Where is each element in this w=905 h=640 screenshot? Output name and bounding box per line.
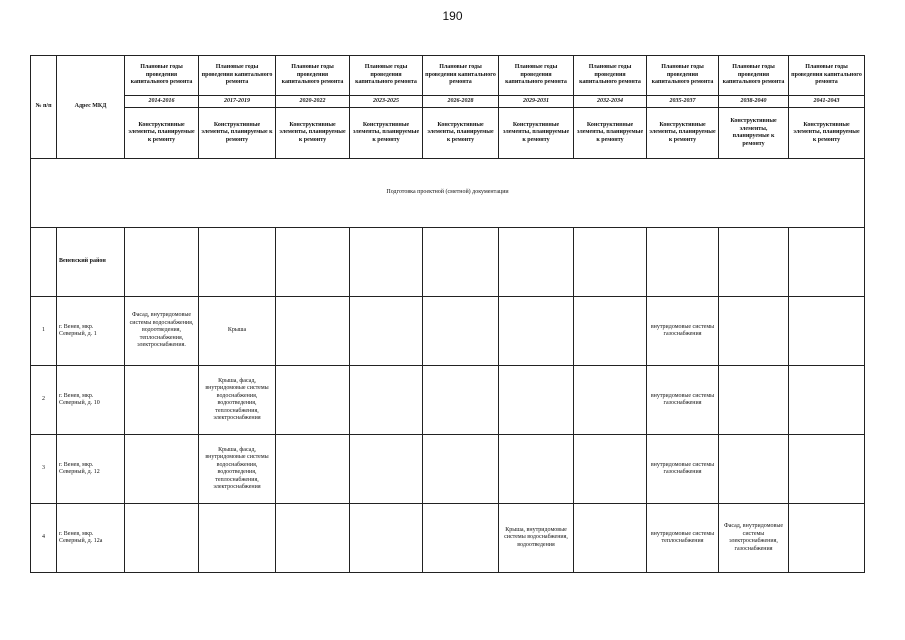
row-address: г. Венев, мкр. Северный, д. 12а [57, 504, 125, 573]
row-cell [276, 435, 350, 504]
period-label: 2014-2016 [125, 96, 199, 108]
row-cell [350, 435, 423, 504]
row-cell [789, 504, 865, 573]
empty-cell [719, 228, 789, 297]
period-title: Плановые годы проведения капитального ремонта [574, 56, 647, 96]
row-cell: внутридомовые системы газоснабжения [647, 297, 719, 366]
row-cell [574, 366, 647, 435]
row-cell [719, 297, 789, 366]
row-cell [423, 297, 499, 366]
period-title: Плановые годы проведения капитального ремонта [647, 56, 719, 96]
row-cell [125, 366, 199, 435]
elements-label: Конструктивные элементы, планируемые к ремонту [789, 108, 865, 159]
period-label: 2038-2040 [719, 96, 789, 108]
num-header: № п/п [31, 56, 57, 159]
row-cell: внутридомовые системы газоснабжения [647, 435, 719, 504]
elements-label: Конструктивные элементы, планируемые к ремонту [125, 108, 199, 159]
period-label: 2020-2022 [276, 96, 350, 108]
period-title: Плановые годы проведения капитального ремонта [350, 56, 423, 96]
row-cell [276, 366, 350, 435]
elements-label: Конструктивные элементы, планируемые к ремонту [276, 108, 350, 159]
row-cell [350, 504, 423, 573]
table-row [31, 504, 865, 573]
row-address: г. Венев, мкр. Северный, д. 1 [57, 297, 125, 366]
empty-cell [789, 228, 865, 297]
row-cell [499, 435, 574, 504]
empty-cell [647, 228, 719, 297]
row-cell [574, 297, 647, 366]
row-cell: внутридомовые системы теплоснабжения [647, 504, 719, 573]
table-row [31, 435, 865, 504]
elements-label: Конструктивные элементы, планируемые к ремонту [719, 108, 789, 159]
empty-cell [350, 228, 423, 297]
empty-cell [125, 228, 199, 297]
row-cell: Крыша, внутридомовые системы водоснабжения, водоотведения [499, 504, 574, 573]
period-title: Плановые годы проведения капитального ремонта [499, 56, 574, 96]
row-cell: Фасад, внутридомовые системы водоснабжения, водоотведения, теплоснабжения, электроснабжения. [125, 297, 199, 366]
row-cell [423, 504, 499, 573]
row-cell [350, 297, 423, 366]
row-cell [499, 297, 574, 366]
row-cell [199, 504, 276, 573]
empty-cell [276, 228, 350, 297]
row-cell: Крыша, фасад, внутридомовые системы водоснабжения, водоотведения, теплоснабжения, электроснабжения [199, 435, 276, 504]
row-cell [789, 366, 865, 435]
row-number: 3 [31, 435, 57, 504]
row-cell [125, 504, 199, 573]
header-title-row [31, 56, 865, 96]
period-label: 2035-2037 [647, 96, 719, 108]
period-title: Плановые годы проведения капитального ремонта [276, 56, 350, 96]
empty-cell [423, 228, 499, 297]
section-row [31, 159, 865, 228]
row-cell [423, 435, 499, 504]
row-cell [574, 504, 647, 573]
header-period-row [31, 96, 865, 108]
row-cell [719, 366, 789, 435]
row-cell [719, 435, 789, 504]
row-cell [574, 435, 647, 504]
elements-label: Конструктивные элементы, планируемые к ремонту [199, 108, 276, 159]
row-cell [276, 504, 350, 573]
empty-cell [574, 228, 647, 297]
row-cell: Фасад, внутридомовые системы электроснабжения, газоснабжения [719, 504, 789, 573]
address-header: Адрес МКД [57, 56, 125, 159]
period-label: 2026-2028 [423, 96, 499, 108]
table-row [31, 366, 865, 435]
elements-label: Конструктивные элементы, планируемые к ремонту [574, 108, 647, 159]
row-number: 4 [31, 504, 57, 573]
empty-cell [31, 228, 57, 297]
row-number: 2 [31, 366, 57, 435]
district-name: Веневский район [57, 228, 125, 297]
period-label: 2023-2025 [350, 96, 423, 108]
period-title: Плановые годы проведения капитального ремонта [719, 56, 789, 96]
section-title: Подготовка проектной (сметной) документации [31, 159, 865, 228]
row-cell [350, 366, 423, 435]
period-label: 2017-2019 [199, 96, 276, 108]
row-number: 1 [31, 297, 57, 366]
row-address: г. Венев, мкр. Северный, д. 12 [57, 435, 125, 504]
table-row [31, 297, 865, 366]
row-cell [499, 366, 574, 435]
district-row [31, 228, 865, 297]
empty-cell [199, 228, 276, 297]
repair-plan-table [30, 55, 865, 573]
row-cell [789, 435, 865, 504]
row-cell [789, 297, 865, 366]
row-cell: внутридомовые системы газоснабжения [647, 366, 719, 435]
row-cell [276, 297, 350, 366]
period-label: 2032-2034 [574, 96, 647, 108]
row-cell: Крыша, фасад, внутридомовые системы водоснабжения, водоотведения, теплоснабжения, электроснабжения [199, 366, 276, 435]
elements-label: Конструктивные элементы, планируемые к ремонту [423, 108, 499, 159]
row-cell [125, 435, 199, 504]
row-address: г. Венев, мкр. Северный, д. 10 [57, 366, 125, 435]
row-cell [423, 366, 499, 435]
header-elements-row [31, 108, 865, 159]
period-label: 2041-2043 [789, 96, 865, 108]
period-title: Плановые годы проведения капитального ремонта [423, 56, 499, 96]
period-title: Плановые годы проведения капитального ремонта [789, 56, 865, 96]
period-label: 2029-2031 [499, 96, 574, 108]
period-title: Плановые годы проведения капитального ремонта [125, 56, 199, 96]
empty-cell [499, 228, 574, 297]
elements-label: Конструктивные элементы, планируемые к ремонту [350, 108, 423, 159]
period-title: Плановые годы проведения капитального ремонта [199, 56, 276, 96]
elements-label: Конструктивные элементы, планируемые к ремонту [647, 108, 719, 159]
elements-label: Конструктивные элементы, планируемые к ремонту [499, 108, 574, 159]
page-number: 190 [442, 9, 463, 23]
row-cell: Крыша [199, 297, 276, 366]
